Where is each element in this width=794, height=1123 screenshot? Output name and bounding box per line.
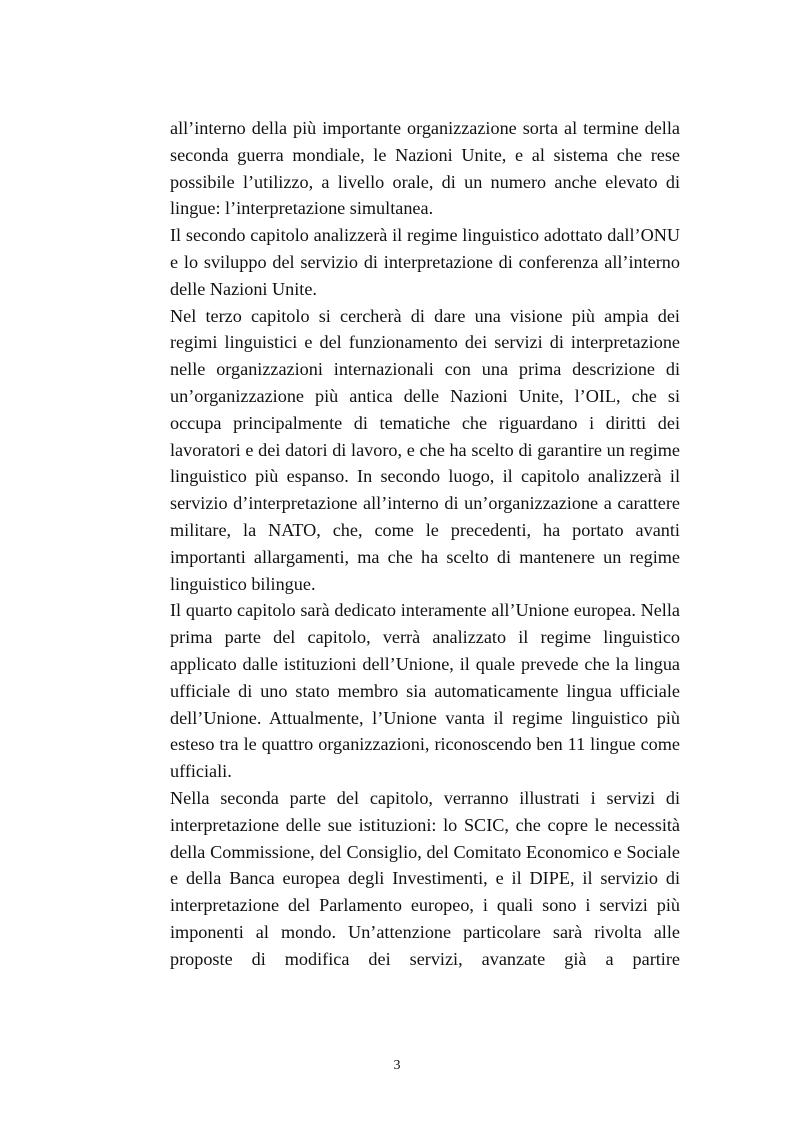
paragraph-2: Il secondo capitolo analizzerà il regime linguistico adottato dall’ONU e lo sviluppo del servizio di interpretazione di conferenza all’interno delle Nazioni Unite. xyxy=(170,225,680,299)
paragraph-1: all’interno della più importante organizzazione sorta al termine della seconda guerra mondiale, le Nazioni Unite, e al sistema che rese possibile l’utilizzo, a livello orale, di un numero anche elevato di lingue: l’interpretazione simultanea. xyxy=(170,118,680,219)
page-body xyxy=(170,115,680,973)
paragraph-3: Nel terzo capitolo si cercherà di dare una visione più ampia dei regimi linguistici e del funzionamento dei servizi di interpretazione nelle organizzazioni internazionali con una prima descrizione di un’organizzazione più antica delle Nazioni Unite, l’OIL, che si occupa principalmente di tematiche che riguardano i diritti dei lavoratori e dei datori di lavoro, e che ha scelto di garantire un regime linguistico più espanso. In secondo luogo, il capitolo analizzerà il servizio d’interpretazione all’interno di un’organizzazione a carattere militare, la NATO, che, come le precedenti, ha portato avanti importanti allargamenti, ma che ha scelto di mantenere un regime linguistico bilingue. xyxy=(170,305,680,594)
paragraph-5: Nella seconda parte del capitolo, verranno illustrati i servizi di interpretazione delle sue istituzioni: lo SCIC, che copre le necessità della Commissione, del Consiglio, del Comitato Economico e Sociale e della Banca europea degli Investimenti, e il DIPE, il servizio di interpretazione del Parlamento europeo, i quali sono i servizi più imponenti al mondo. Un’attenzione particolare sarà rivolta alle proposte di modifica dei servizi, avanzate già a partire xyxy=(170,787,680,969)
paragraph-4: Il quarto capitolo sarà dedicato interamente all’Unione europea. Nella prima parte del capitolo, verrà analizzato il regime linguistico applicato dalle istituzioni dell’Unione, il quale prevede che la lingua ufficiale di uno stato membro sia automaticamente lingua ufficiale dell’Unione. Attualmente, l’Unione vanta il regime linguistico più esteso tra le quattro organizzazioni, riconoscendo ben 11 lingue come ufficiali. xyxy=(170,600,680,782)
page-number: 3 xyxy=(393,1058,401,1073)
